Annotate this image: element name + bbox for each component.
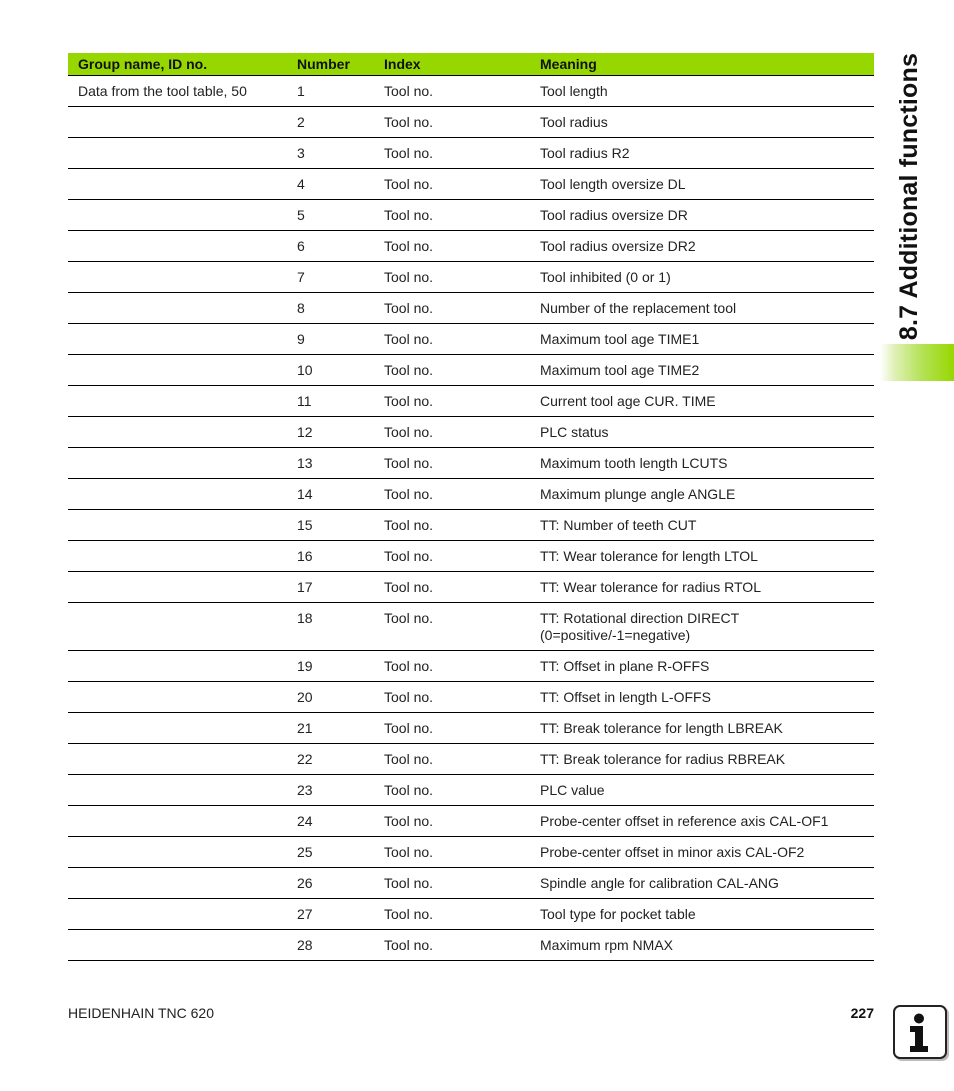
cell-number: [297, 541, 375, 572]
cell-group-name: [68, 930, 297, 961]
cell-group-name: [68, 386, 297, 417]
table-row: [68, 231, 874, 262]
cell-number-text: 20: [297, 689, 313, 705]
cell-group-name: [68, 76, 297, 107]
cell-group-name: [68, 417, 297, 448]
cell-group-name: [68, 479, 297, 510]
cell-number-text: 7: [297, 269, 305, 285]
cell-index: [375, 868, 531, 899]
cell-group-name: [68, 169, 297, 200]
table-row: [68, 138, 874, 169]
cell-meaning: [531, 262, 874, 293]
cell-number-text: 22: [297, 751, 313, 767]
cell-group-name: [68, 262, 297, 293]
cell-number: [297, 713, 375, 744]
cell-meaning-text: Tool length oversize DL: [540, 176, 686, 192]
cell-number: [297, 868, 375, 899]
cell-number-text: 15: [297, 517, 313, 533]
cell-meaning-text: Maximum tool age TIME2: [540, 362, 700, 378]
cell-index: [375, 603, 531, 651]
cell-number: [297, 200, 375, 231]
cell-index-text: Tool no.: [384, 875, 434, 891]
cell-meaning-text: Tool radius oversize DR2: [540, 238, 696, 254]
table-row: [68, 76, 874, 107]
cell-meaning: [531, 417, 874, 448]
table-body: [68, 76, 874, 961]
cell-meaning-text: Tool inhibited (0 or 1): [540, 269, 671, 285]
cell-meaning: [531, 744, 874, 775]
cell-index: [375, 713, 531, 744]
cell-meaning-text: TT: Number of teeth CUT: [540, 517, 697, 533]
cell-group-name: [68, 138, 297, 169]
header-group-name: Group name, ID no.: [68, 53, 297, 76]
cell-number: [297, 386, 375, 417]
cell-meaning-text: TT: Break tolerance for length LBREAK: [540, 720, 783, 736]
cell-group-name: [68, 293, 297, 324]
cell-index: [375, 806, 531, 837]
cell-meaning-text: Maximum plunge angle ANGLE: [540, 486, 736, 502]
cell-index: [375, 231, 531, 262]
cell-meaning: [531, 355, 874, 386]
cell-meaning: [531, 169, 874, 200]
table-row: [68, 510, 874, 541]
cell-index-text: Tool no.: [384, 813, 434, 829]
cell-number-text: 14: [297, 486, 313, 502]
cell-number-text: 10: [297, 362, 313, 378]
cell-meaning-text: Maximum rpm NMAX: [540, 937, 674, 953]
table-row: [68, 713, 874, 744]
cell-index-text: Tool no.: [384, 658, 434, 674]
cell-meaning-text: Tool radius R2: [540, 145, 630, 161]
cell-index: [375, 448, 531, 479]
table-row: [68, 293, 874, 324]
table-header-row: [68, 53, 874, 76]
cell-group-name: [68, 231, 297, 262]
cell-number: [297, 775, 375, 806]
cell-number: [297, 510, 375, 541]
cell-index: [375, 541, 531, 572]
cell-index-text: Tool no.: [384, 579, 434, 595]
cell-group-name: [68, 510, 297, 541]
table-row: [68, 603, 874, 651]
cell-index-text: Tool no.: [384, 300, 434, 316]
cell-number: [297, 324, 375, 355]
table-row: [68, 541, 874, 572]
cell-number: [297, 231, 375, 262]
cell-meaning: [531, 868, 874, 899]
cell-meaning-text: Tool length: [540, 83, 608, 99]
cell-meaning: [531, 479, 874, 510]
table-row: [68, 806, 874, 837]
cell-index-text: Tool no.: [384, 689, 434, 705]
table-row: [68, 417, 874, 448]
cell-number-text: 8: [297, 300, 305, 316]
table-row: [68, 200, 874, 231]
cell-number: [297, 651, 375, 682]
cell-number: [297, 682, 375, 713]
cell-index-text: Tool no.: [384, 145, 434, 161]
table-row: [68, 169, 874, 200]
cell-index-text: Tool no.: [384, 455, 434, 471]
table-row: [68, 572, 874, 603]
cell-number-text: 25: [297, 844, 313, 860]
cell-meaning: [531, 572, 874, 603]
cell-index-text: Tool no.: [384, 486, 434, 502]
cell-meaning-text: Maximum tool age TIME1: [540, 331, 700, 347]
cell-meaning: [531, 448, 874, 479]
cell-group-name: [68, 324, 297, 355]
cell-meaning: [531, 682, 874, 713]
cell-index-text: Tool no.: [384, 906, 434, 922]
cell-group-name-text: Data from the tool table, 50: [78, 83, 247, 99]
cell-number-text: 9: [297, 331, 305, 347]
footer-product-name: HEIDENHAIN TNC 620: [68, 1005, 215, 1021]
cell-index-text: Tool no.: [384, 782, 434, 798]
cell-group-name: [68, 868, 297, 899]
cell-group-name: [68, 107, 297, 138]
cell-number: [297, 355, 375, 386]
cell-meaning-text: Tool radius oversize DR: [540, 207, 688, 223]
cell-group-name: [68, 448, 297, 479]
cell-number-text: 19: [297, 658, 313, 674]
cell-group-name: [68, 541, 297, 572]
table-row: [68, 262, 874, 293]
cell-number: [297, 293, 375, 324]
cell-index-text: Tool no.: [384, 517, 434, 533]
cell-index: [375, 930, 531, 961]
cell-meaning-text: TT: Wear tolerance for length LTOL: [540, 548, 758, 564]
cell-index: [375, 479, 531, 510]
cell-number: [297, 930, 375, 961]
table-row: [68, 744, 874, 775]
cell-index: [375, 107, 531, 138]
cell-number: [297, 107, 375, 138]
cell-meaning: [531, 138, 874, 169]
cell-number: [297, 417, 375, 448]
cell-group-name: [68, 651, 297, 682]
cell-index-text: Tool no.: [384, 937, 434, 953]
cell-number-text: 21: [297, 720, 313, 736]
cell-meaning-text: Number of the replacement tool: [540, 300, 737, 316]
cell-meaning: [531, 76, 874, 107]
cell-group-name: [68, 355, 297, 386]
cell-group-name: [68, 806, 297, 837]
cell-number: [297, 479, 375, 510]
table-row: [68, 107, 874, 138]
cell-index: [375, 682, 531, 713]
cell-index-text: Tool no.: [384, 424, 434, 440]
cell-meaning: [531, 806, 874, 837]
cell-number-text: 26: [297, 875, 313, 891]
header-number: Number: [297, 53, 375, 76]
cell-index: [375, 899, 531, 930]
cell-meaning: [531, 510, 874, 541]
cell-index: [375, 355, 531, 386]
cell-index-text: Tool no.: [384, 269, 434, 285]
cell-number-text: 16: [297, 548, 313, 564]
table-row: [68, 448, 874, 479]
cell-meaning-text: TT: Wear tolerance for radius RTOL: [540, 579, 761, 595]
cell-index: [375, 775, 531, 806]
cell-meaning-text: Tool radius: [540, 114, 608, 130]
cell-meaning: [531, 603, 874, 651]
cell-group-name: [68, 603, 297, 651]
cell-number-text: 1: [297, 83, 305, 99]
table-row: [68, 868, 874, 899]
cell-meaning: [531, 899, 874, 930]
cell-number-text: 3: [297, 145, 305, 161]
cell-meaning: [531, 541, 874, 572]
cell-meaning: [531, 293, 874, 324]
cell-number: [297, 603, 375, 651]
cell-meaning-text: PLC status: [540, 424, 609, 440]
cell-meaning-text: Tool type for pocket table: [540, 906, 696, 922]
table-row: [68, 930, 874, 961]
cell-index-text: Tool no.: [384, 207, 434, 223]
cell-meaning: [531, 324, 874, 355]
section-title-vertical: [884, 50, 936, 342]
cell-number: [297, 169, 375, 200]
cell-index-text: Tool no.: [384, 362, 434, 378]
cell-index-text: Tool no.: [384, 238, 434, 254]
cell-index: [375, 324, 531, 355]
cell-number-text: 6: [297, 238, 305, 254]
footer-page-number: 227: [850, 1005, 874, 1021]
cell-meaning-text: Probe-center offset in reference axis CAL-OF1: [540, 813, 829, 829]
cell-group-name: [68, 837, 297, 868]
cell-number-text: 12: [297, 424, 313, 440]
table-row: [68, 355, 874, 386]
cell-meaning-text: PLC value: [540, 782, 605, 798]
cell-number-text: 13: [297, 455, 313, 471]
parameter-table: [68, 53, 874, 961]
cell-index: [375, 386, 531, 417]
cell-number: [297, 138, 375, 169]
cell-group-name: [68, 899, 297, 930]
cell-index: [375, 293, 531, 324]
table-row: [68, 324, 874, 355]
cell-meaning-text: TT: Break tolerance for radius RBREAK: [540, 751, 786, 767]
cell-meaning: [531, 651, 874, 682]
cell-index: [375, 837, 531, 868]
cell-number-text: 17: [297, 579, 313, 595]
cell-meaning-text: TT: Rotational direction DIRECT: [540, 610, 740, 626]
cell-index-text: Tool no.: [384, 83, 434, 99]
cell-index: [375, 651, 531, 682]
cell-index-text: Tool no.: [384, 751, 434, 767]
cell-group-name: [68, 744, 297, 775]
cell-index-text: Tool no.: [384, 548, 434, 564]
cell-meaning-text: TT: Offset in length L-OFFS: [540, 689, 711, 705]
cell-index-text: Tool no.: [384, 844, 434, 860]
cell-index-text: Tool no.: [384, 331, 434, 347]
cell-number-text: 2: [297, 114, 305, 130]
cell-number-text: 11: [297, 393, 312, 409]
cell-number-text: 4: [297, 176, 305, 192]
table-row: [68, 651, 874, 682]
cell-number: [297, 262, 375, 293]
table-row: [68, 899, 874, 930]
header-meaning: Meaning: [531, 53, 874, 76]
cell-number: [297, 448, 375, 479]
cell-index-text: Tool no.: [384, 114, 434, 130]
cell-number: [297, 76, 375, 107]
cell-index-text: Tool no.: [384, 610, 434, 626]
cell-group-name: [68, 775, 297, 806]
table-row: [68, 837, 874, 868]
cell-meaning: [531, 775, 874, 806]
cell-index: [375, 200, 531, 231]
table-header: [68, 53, 874, 76]
cell-group-name: [68, 682, 297, 713]
cell-meaning: [531, 713, 874, 744]
cell-meaning-text: Spindle angle for calibration CAL-ANG: [540, 875, 779, 891]
cell-index-text: Tool no.: [384, 720, 434, 736]
table-row: [68, 682, 874, 713]
cell-number: [297, 899, 375, 930]
info-icon: [893, 1005, 947, 1059]
cell-meaning: [531, 231, 874, 262]
cell-number: [297, 806, 375, 837]
cell-index-text: Tool no.: [384, 393, 434, 409]
cell-meaning-text: Maximum tooth length LCUTS: [540, 455, 728, 471]
cell-group-name: [68, 713, 297, 744]
cell-group-name: [68, 572, 297, 603]
cell-number-text: 28: [297, 937, 313, 953]
section-title-text: 8.7 Additional functions: [895, 52, 924, 340]
cell-index: [375, 169, 531, 200]
cell-meaning-text: Current tool age CUR. TIME: [540, 393, 716, 409]
cell-number-text: 18: [297, 610, 313, 626]
cell-meaning-text-continued: (0=positive/-1=negative): [540, 627, 691, 643]
cell-index: [375, 744, 531, 775]
cell-index: [375, 572, 531, 603]
cell-index: [375, 138, 531, 169]
cell-meaning: [531, 930, 874, 961]
cell-index: [375, 262, 531, 293]
cell-number-text: 27: [297, 906, 313, 922]
cell-number: [297, 744, 375, 775]
header-index: Index: [375, 53, 531, 76]
cell-number: [297, 837, 375, 868]
cell-index: [375, 510, 531, 541]
cell-meaning-text: TT: Offset in plane R-OFFS: [540, 658, 710, 674]
table-row: [68, 386, 874, 417]
cell-index: [375, 76, 531, 107]
section-thumb-tab: [880, 344, 954, 381]
cell-group-name: [68, 200, 297, 231]
cell-meaning: [531, 107, 874, 138]
cell-number-text: 23: [297, 782, 313, 798]
table-row: [68, 775, 874, 806]
cell-number: [297, 572, 375, 603]
cell-meaning: [531, 200, 874, 231]
table-row: [68, 479, 874, 510]
cell-meaning-text: Probe-center offset in minor axis CAL-OF2: [540, 844, 805, 860]
cell-meaning: [531, 386, 874, 417]
cell-number-text: 5: [297, 207, 305, 223]
cell-index: [375, 417, 531, 448]
cell-index-text: Tool no.: [384, 176, 434, 192]
cell-meaning: [531, 837, 874, 868]
cell-number-text: 24: [297, 813, 313, 829]
